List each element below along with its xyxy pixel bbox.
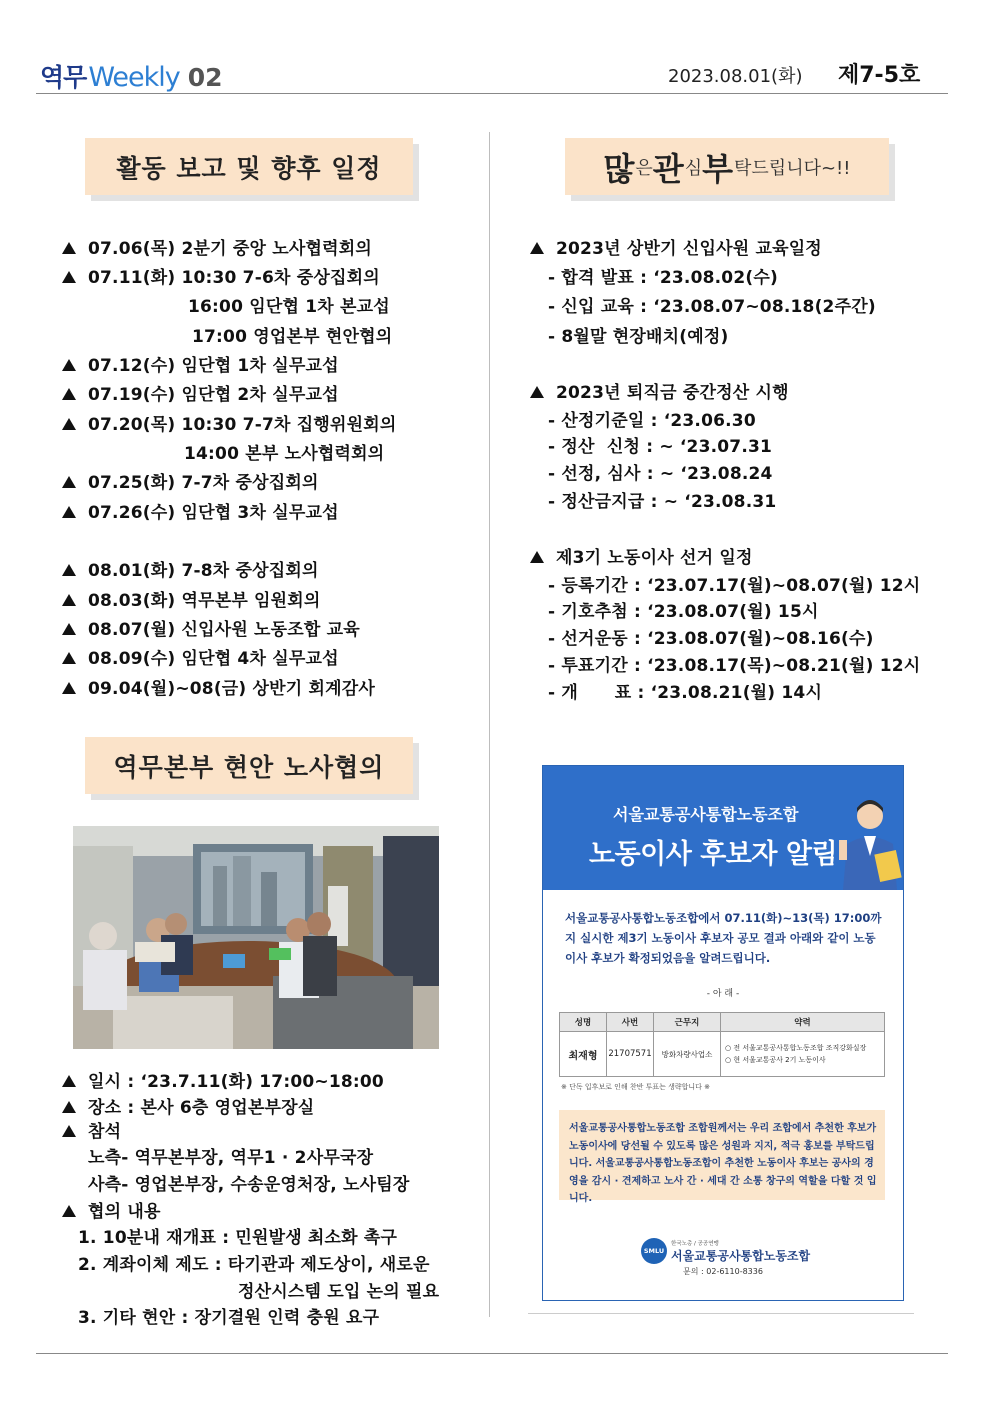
brand-main: 역무 — [40, 63, 87, 92]
list-item: - 등록기간 : ‘23.07.17(월)~08.07(월) 12시 — [548, 576, 921, 596]
triangle-bullet-icon — [62, 271, 76, 283]
list-item: 09.04(월)~08(금) 상반기 회계감사 — [62, 674, 375, 699]
union-logo: SMLU 한국노총 / 공공연맹 서울교통공사통합노동조합 — [641, 1238, 810, 1264]
list-item: 장소 : 본사 6층 영업본부장실 — [62, 1093, 314, 1118]
list-item: 2023년 상반기 신입사원 교육일정 — [530, 234, 822, 259]
list-item: 07.19(수) 임단협 2차 실무교섭 — [62, 380, 339, 405]
column-divider — [489, 132, 490, 1317]
list-item: 2. 계좌이체 제도 : 타기관과 제도상이, 새로운 — [78, 1255, 430, 1275]
brand-logo — [40, 58, 223, 94]
section-title-request: 많 은 관 심 부 탁드립니다~!! — [565, 138, 889, 195]
list-item: 일시 : ‘23.7.11(화) 17:00~18:00 — [62, 1067, 384, 1092]
meeting-photo — [73, 826, 439, 1049]
list-item: - 8월말 현장배치(예정) — [548, 327, 729, 347]
union-logo-mark: SMLU — [641, 1238, 667, 1264]
candidate-poster — [542, 765, 904, 1301]
issue-date: 2023.08.01(화) — [668, 66, 803, 87]
triangle-bullet-icon — [530, 386, 544, 398]
list-item: 참석 — [62, 1117, 121, 1142]
footer-divider — [36, 1353, 948, 1354]
list-item: 1. 10분내 재개표 : 민원발생 최소화 촉구 — [78, 1228, 398, 1248]
triangle-bullet-icon — [530, 551, 544, 563]
list-item: 14:00 본부 노사협력회의 — [184, 444, 385, 464]
triangle-bullet-icon — [62, 418, 76, 430]
triangle-bullet-icon — [62, 1075, 76, 1087]
poster-contact: 문의 : 02-6110-8336 — [683, 1267, 763, 1276]
list-item: 07.12(수) 임단협 1차 실무교섭 — [62, 351, 339, 376]
triangle-bullet-icon — [62, 359, 76, 371]
poster-note: ※ 단독 입후보로 인해 찬반 투표는 생략합니다 ※ — [561, 1083, 711, 1091]
list-item: - 선거운동 : ‘23.08.07(월)~08.16(수) — [548, 629, 874, 649]
list-item: - 기호추첨 : ‘23.08.07(월) 15시 — [548, 602, 819, 622]
table-header: 사번 — [607, 1013, 654, 1032]
brand-number: 02 — [187, 63, 223, 92]
list-item: 16:00 임단협 1차 본교섭 — [188, 297, 390, 317]
issue-number: 제7-5호 — [838, 63, 921, 88]
list-item: 08.07(월) 신입사원 노동조합 교육 — [62, 615, 360, 640]
triangle-bullet-icon — [62, 1205, 76, 1217]
list-item: 08.09(수) 임단협 4차 실무교섭 — [62, 644, 339, 669]
section-title-activity: 활동 보고 및 향후 일정 — [85, 138, 413, 195]
list-item: - 신입 교육 : ‘23.08.07~08.18(2주간) — [548, 297, 876, 317]
triangle-bullet-icon — [62, 594, 76, 606]
list-item: 07.11(화) 10:30 7-6차 중상집회의 — [62, 263, 380, 288]
list-item: 2023년 퇴직금 중간정산 시행 — [530, 378, 789, 403]
triangle-bullet-icon — [62, 623, 76, 635]
poster-areh: - 아 래 - — [706, 989, 740, 999]
list-item: - 선정, 심사 : ~ ‘23.08.24 — [548, 464, 773, 484]
header-divider — [36, 93, 948, 94]
candidate-table — [559, 1012, 885, 1077]
triangle-bullet-icon — [62, 1125, 76, 1137]
list-item: 협의 내용 — [62, 1197, 161, 1222]
list-item: - 정산금지급 : ~ ‘23.08.31 — [548, 492, 777, 512]
section-title-meeting: 역무본부 현안 노사협의 — [85, 737, 413, 794]
triangle-bullet-icon — [62, 1101, 76, 1113]
list-item: - 개 표 : ‘23.08.21(월) 14시 — [548, 683, 823, 703]
list-item: - 정산 신청 : ~ ‘23.07.31 — [548, 437, 773, 457]
list-item: 정산시스템 도입 논의 필요 — [238, 1282, 440, 1302]
poster-header — [543, 766, 903, 890]
list-item: 17:00 영업본부 현안협의 — [192, 327, 393, 347]
list-item: 노측- 역무본부장, 역무1 · 2사무국장 — [88, 1148, 374, 1168]
triangle-bullet-icon — [62, 476, 76, 488]
list-item: 07.26(수) 임단협 3차 실무교섭 — [62, 498, 339, 523]
list-item: 08.03(화) 역무본부 임원회의 — [62, 586, 321, 611]
triangle-bullet-icon — [62, 506, 76, 518]
table-row: 최재형 21707571 방화차량사업소 ○ 전 서울교통공사통합노동조합 조직강화실장 ○ 현 서울교통공사 2기 노동이사 — [560, 1032, 885, 1077]
list-item: - 산정기준일 : ‘23.06.30 — [548, 411, 756, 431]
list-item: 3. 기타 현안 : 장기결원 인력 충원 요구 — [78, 1308, 380, 1328]
list-item: - 투표기간 : ‘23.08.17(목)~08.21(월) 12시 — [548, 656, 921, 676]
triangle-bullet-icon — [62, 388, 76, 400]
poster-appeal: 서울교통공사통합노동조합 조합원께서는 우리 조합에서 추천한 후보가 노동이사에 당선될 수 있도록 많은 성원과 지지, 적극 홍보를 부탁드립니다. 서울교통공사통합노동조합이 추천한 노동이사 후보는 공사의 경영을 감시 · 견제하고 노사 간 · 세대 간 소통 창구의 역할을 다할 것 입니다. — [559, 1110, 885, 1200]
triangle-bullet-icon — [62, 242, 76, 254]
table-header: 근무지 — [654, 1013, 721, 1032]
list-item: 07.20(목) 10:30 7-7차 집행위원회의 — [62, 410, 396, 435]
list-item: 07.06(목) 2분기 중앙 노사협력회의 — [62, 234, 372, 259]
brand-weekly: Weekly — [88, 62, 180, 93]
list-item: 07.25(화) 7-7차 중상집회의 — [62, 468, 319, 493]
poster-title: 노동이사 후보자 알림 — [589, 839, 838, 870]
list-item: 사측- 영업본부장, 수송운영처장, 노사팀장 — [88, 1175, 410, 1195]
triangle-bullet-icon — [62, 564, 76, 576]
poster-subtitle: 서울교통공사통합노동조합 — [613, 805, 799, 824]
table-header: 성명 — [560, 1013, 607, 1032]
list-item: - 합격 발표 : ‘23.08.02(수) — [548, 268, 778, 288]
triangle-bullet-icon — [62, 682, 76, 694]
triangle-bullet-icon — [530, 242, 544, 254]
list-item: 제3기 노동이사 선거 일정 — [530, 543, 753, 568]
poster-body: 서울교통공사통합노동조합에서 07.11(화)~13(목) 17:00까지 실시한 제3기 노동이사 후보자 공모 결과 아래와 같이 노동이사 후보가 확정되었음을 알려드립니다. — [565, 911, 882, 965]
table-header: 약력 — [721, 1013, 885, 1032]
list-item: 08.01(화) 7-8차 중상집회의 — [62, 556, 319, 581]
triangle-bullet-icon — [62, 652, 76, 664]
poster-bottom-rule — [528, 1313, 914, 1314]
presenter-icon — [837, 796, 903, 890]
